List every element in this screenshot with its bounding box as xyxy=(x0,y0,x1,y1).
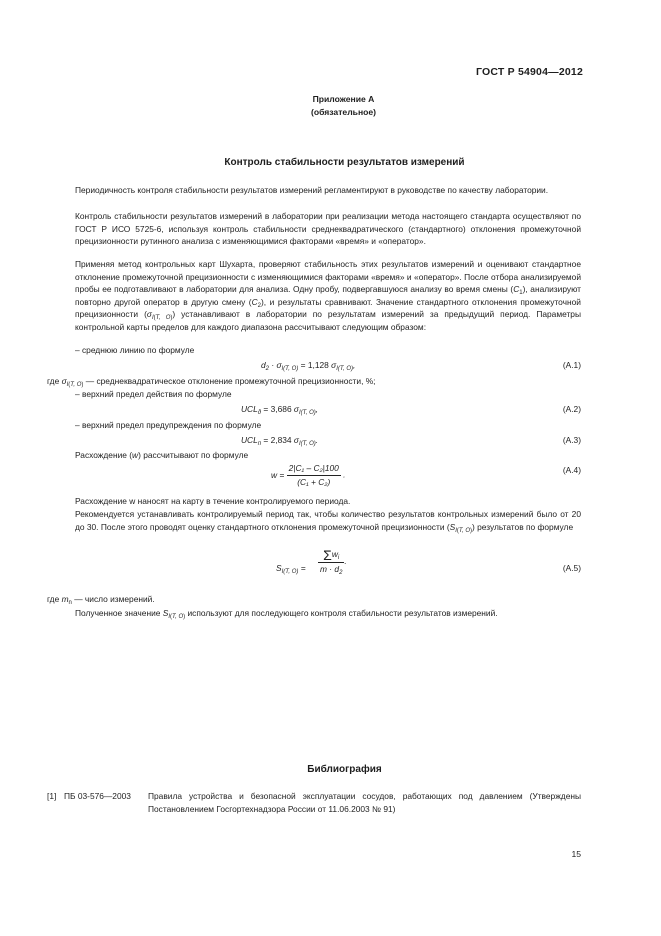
paragraph-recommendation: Рекомендуется устанавливать контролируемый период так, чтобы количество результатов контрольных измерений было от 20 до 30. После этого проводят оценку стандартного отклонения промежуточной прецизионности $(S_{I(T, O)})$ результатов по формуле xyxy=(75,509,581,534)
paragraph-final: Полученное значение $S_{I(T, O)}$ используют для последующего контроля стабильности результатов измерений. xyxy=(75,608,498,620)
section-title: Контроль стабильности результатов измерений xyxy=(224,157,465,168)
paragraph-periodicity xyxy=(75,184,581,197)
where-m: где $m_n$ — число измерений. xyxy=(47,594,155,606)
formula-a5-number: (А.5) xyxy=(562,563,581,573)
formula-a3-number: (А.3) xyxy=(562,435,581,445)
paragraph-text: Применяя метод контрольных карт Шухарта, проверяют стабильность этих результатов измерений и оценивают стандартное отклонение промежуточной прецизионности с изменяющимися факторами «время» и «оператор». После отбора анализируемой пробы ее подготавливают в лаборатории для анализа. Одну пробу, подвергавшуюся анализу во время смены ( xyxy=(75,259,581,295)
formula-a5-lhs: $S_{I(T, O)}$ = xyxy=(276,563,306,575)
mid-line-intro: – среднюю линию по формуле xyxy=(75,345,195,355)
action-limit-intro: – верхний предел действия по формуле xyxy=(75,389,232,399)
formula-a4-expression: w = $\frac{\text{2|C₁ – C₂|100}}{\text{(C₁ + C₂)}}$ . xyxy=(271,463,346,487)
formula-a4-number: (А.4) xyxy=(562,465,581,475)
formula-a2-expression: $UCL_д = 3,686$ $\sigma_{I(T, O)}$, xyxy=(241,404,319,416)
appendix-subtitle: (обязательное) xyxy=(310,107,377,117)
warning-limit-intro: – верхний предел предупреждения по формуле xyxy=(75,420,262,430)
appendix-heading xyxy=(0,93,661,119)
paragraph-shewhart: Применяя метод контрольных карт Шухарта, проверяют стабильность этих результатов измерений и оценивают стандартное отклонение промежуточной прецизионности с изменяющимися факторами «время» и «оператор». После отбора анализируемой пробы ее подготавливают в лаборатории для анализа. Одну пробу, подвергавшуюся анализу во время смены $(C_1)$, анализируют повторно другой оператор в другую смену $(C_2)$, и результаты сравнивают. Значение стандартного отклонения промежуточной прецизионности $(\sigma_{I(T, O)})$ устанавливают в лаборатории по результатам измерений за предыдущий период. Параметры контрольной карты пределов для каждого диапазона рассчитывают следующим образом: xyxy=(75,259,582,332)
formula-a2 xyxy=(75,403,581,417)
formula-a5 xyxy=(75,548,581,592)
paragraph-text: ), анализируют повторно другой оператор в другую смену ( xyxy=(75,284,582,307)
paragraph-text: Контроль стабильности результатов измерений в лаборатории при реализации метода настоящего стандарта осуществляют по ГОСТ Р ИСО 5725-6, используя контроль стабильности среднеквадратического (стандартного) отклонения промежуточной прецизионности рутинного анализа с изменяющимися факторами «время» и «оператор». xyxy=(75,211,581,247)
bibliography-item-code: ПБ 03-576—2003 xyxy=(64,791,131,801)
paragraph-control-method xyxy=(75,210,581,248)
formula-a5-fraction: $\frac{\Sigma w_i}{m \cdot d_2}$ . xyxy=(320,547,347,576)
paragraph-plot: Расхождение w наносят на карту в течение контролируемого периода. xyxy=(75,496,351,506)
formula-a1-expression: $d_2 \cdot \sigma_{I(T, O)} = 1,128$ $\sigma_{I(T, O)}$, xyxy=(261,360,356,372)
bibliography-item-number: [1] xyxy=(47,791,57,801)
formula-a1 xyxy=(75,359,581,373)
formula-a4 xyxy=(75,462,581,490)
bibliography-item-text: Правила устройства и безопасной эксплуатации сосудов, работающих под давлением (Утверждены Постановлением Госгортехнадзора России от 11.06.2003 № 91) xyxy=(148,791,581,814)
divergence-intro: Расхождение (w) рассчитывают по формуле xyxy=(75,450,249,460)
formula-a3-expression: $UCL_п = 2,834$ $\sigma_{I(T, O)}$. xyxy=(241,435,319,447)
where-sigma: где $\sigma_{I(T, O)}$ — среднеквадратическое отклонение промежуточной прецизионности, %; xyxy=(47,376,376,388)
formula-a2-number: (А.2) xyxy=(562,404,581,414)
bibliography-title: Библиография xyxy=(307,764,382,775)
appendix-title: Приложение А xyxy=(312,94,375,104)
formula-a3 xyxy=(75,434,581,448)
paragraph-text: ), и результаты сравнивают. Значение стандартного отклонения промежуточной прецизионности ( xyxy=(75,296,581,320)
document-standard-header: ГОСТ Р 54904—2012 xyxy=(475,66,583,78)
page-number: 15 xyxy=(571,849,581,859)
paragraph-text: Периодичность контроля стабильности результатов измерений регламентируют в руководстве по качеству лаборатории. xyxy=(75,185,549,195)
formula-a1-number: (А.1) xyxy=(562,360,581,370)
paragraph-text: ) устанавливают в лаборатории по результатам измерений за предыдущий период. Параметры контрольной карты пределов для каждого диапазона рассчитывают следующим образом: xyxy=(75,309,581,332)
